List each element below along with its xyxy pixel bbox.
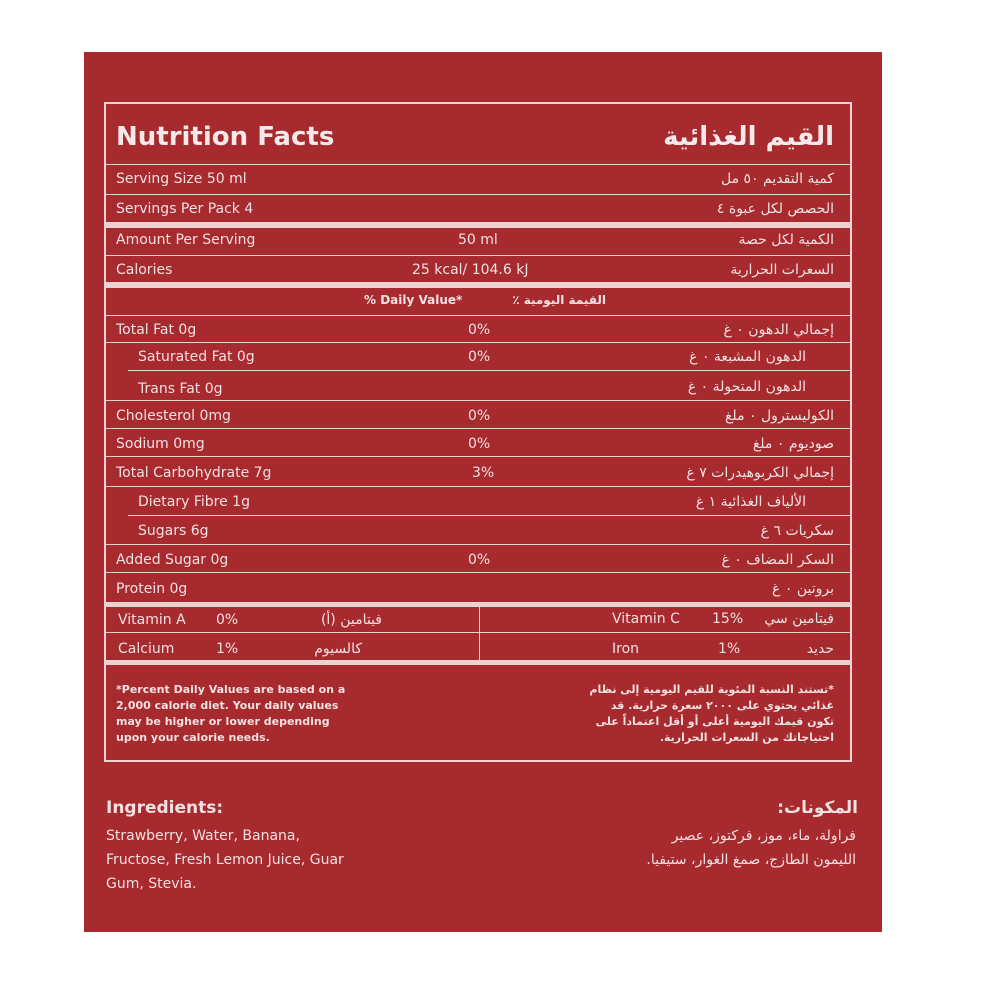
ingredients-list-en: Strawberry, Water, Banana, Fructose, Fresh Lemon Juice, Guar Gum, Stevia. [106,828,344,892]
iron-en: Iron [612,641,640,657]
nutrition-label-panel [84,52,882,932]
row-divider [106,255,850,256]
nutrient-percent: 0% [468,552,491,568]
nutrient-name-ar: الكوليسترول ٠ ملغ [724,408,834,424]
ingredients-title-ar: المكونات: [777,798,858,818]
calcium-en: Calcium [118,641,175,657]
thick-divider [106,602,850,607]
vitamin-a-en: Vitamin A [118,612,186,628]
nutrient-percent: 3% [472,465,495,481]
row-divider [106,428,850,429]
thick-divider [106,282,850,288]
calcium-percent: 1% [216,641,239,657]
nutrient-name-ar: الدهون المتحولة ٠ غ [687,379,806,395]
row-divider [106,456,850,457]
iron-percent: 1% [718,641,741,657]
row-divider [106,400,850,401]
nutrient-name-en: Total Fat 0g [116,322,197,338]
row-divider [106,572,850,573]
nutrient-name-ar: بروتين ٠ غ [772,581,834,597]
table-border-top [104,102,852,104]
nutrient-name-ar: السكر المضاف ٠ غ [721,552,834,568]
vitamin-c-en: Vitamin C [612,611,680,627]
ingredients-list-ar: فراولة، ماء، موز، فركتوز، عصير الليمون الطازج، صمغ الغوار، ستيفيا. [646,828,856,868]
amount-per-serving-value: 50 ml [458,232,498,248]
calories-ar: السعرات الحرارية [730,262,834,278]
calories-en: Calories [116,262,173,278]
vitamin-divider-vertical [479,607,480,660]
vitamin-c-ar: فيتامين سي [764,611,834,627]
nutrient-percent: 0% [468,322,491,338]
table-border-right [850,102,852,762]
nutrient-name-ar: إجمالي الكربوهيدرات ٧ غ [686,465,834,481]
vitamin-a-ar: فيتامين (أ) [320,612,382,628]
footnote-en: *Percent Daily Values are based on a 2,000 calorie diet. Your daily values may be higher or lower depending upon your calorie needs. [116,683,346,744]
amount-per-serving-en: Amount Per Serving [116,232,256,248]
ingredients-title-en: Ingredients: [106,798,224,818]
nutrient-name-en: Dietary Fibre 1g [138,494,250,510]
footnote-ar: *تستند النسبة المئوية للقيم اليومية إلى نظام غذائي يحتوي على ٢٠٠٠ سعرة حرارية. قد تكون قيمك اليومية أعلى أو أقل اعتماداً على احتياجاتك من السعرات الحرارية. [589,683,834,744]
nutrient-name-ar: سكريات ٦ غ [760,523,834,539]
row-divider [106,194,850,195]
nutrient-name-en: Sodium 0mg [116,436,205,452]
row-divider [106,342,850,343]
servings-per-pack-ar: الحصص لكل عبوة ٤ [716,201,834,217]
nutrient-percent: 0% [468,436,491,452]
daily-value-header-en: % Daily Value* [364,293,463,307]
nutrient-percent: 0% [468,408,491,424]
nutrient-name-en: Total Carbohydrate 7g [116,465,272,481]
serving-size-en: Serving Size 50 ml [116,171,247,187]
vitamin-a-percent: 0% [216,612,239,628]
nutrient-percent: 0% [468,349,491,365]
row-divider [128,370,850,371]
nutrient-name-en: Cholesterol 0mg [116,408,231,424]
iron-ar: حديد [806,641,834,657]
daily-value-header-ar: القيمة اليومية ٪ [512,293,606,307]
calcium-ar: كالسيوم [314,641,362,657]
table-border-bottom [104,760,852,762]
nutrient-name-ar: صوديوم ٠ ملغ [752,436,834,452]
nutrient-name-ar: الألياف الغذائية ١ غ [695,494,806,510]
row-divider [106,544,850,545]
row-divider [106,632,850,633]
thick-divider [106,660,850,665]
serving-size-ar: كمية التقديم ٥٠ مل [720,171,834,187]
row-divider [106,315,850,316]
nutrient-name-ar: الدهون المشبعة ٠ غ [689,349,806,365]
nutrient-name-en: Trans Fat 0g [138,381,223,397]
nutrient-name-en: Saturated Fat 0g [138,349,255,365]
nutrient-name-en: Protein 0g [116,581,188,597]
row-divider [128,515,850,516]
servings-per-pack-en: Servings Per Pack 4 [116,201,254,217]
row-divider [106,486,850,487]
vitamin-c-percent: 15% [712,611,744,627]
nutrient-name-ar: إجمالي الدهون ٠ غ [723,322,834,338]
nutrient-name-en: Sugars 6g [138,523,209,539]
nutrient-name-en: Added Sugar 0g [116,552,229,568]
thick-divider [106,222,850,228]
title-ar: القيم الغذائية [663,122,834,152]
row-divider [106,164,850,165]
title-en: Nutrition Facts [116,122,335,152]
amount-per-serving-ar: الكمية لكل حصة [738,232,834,248]
calories-value: 25 kcal/ 104.6 kJ [412,262,529,278]
